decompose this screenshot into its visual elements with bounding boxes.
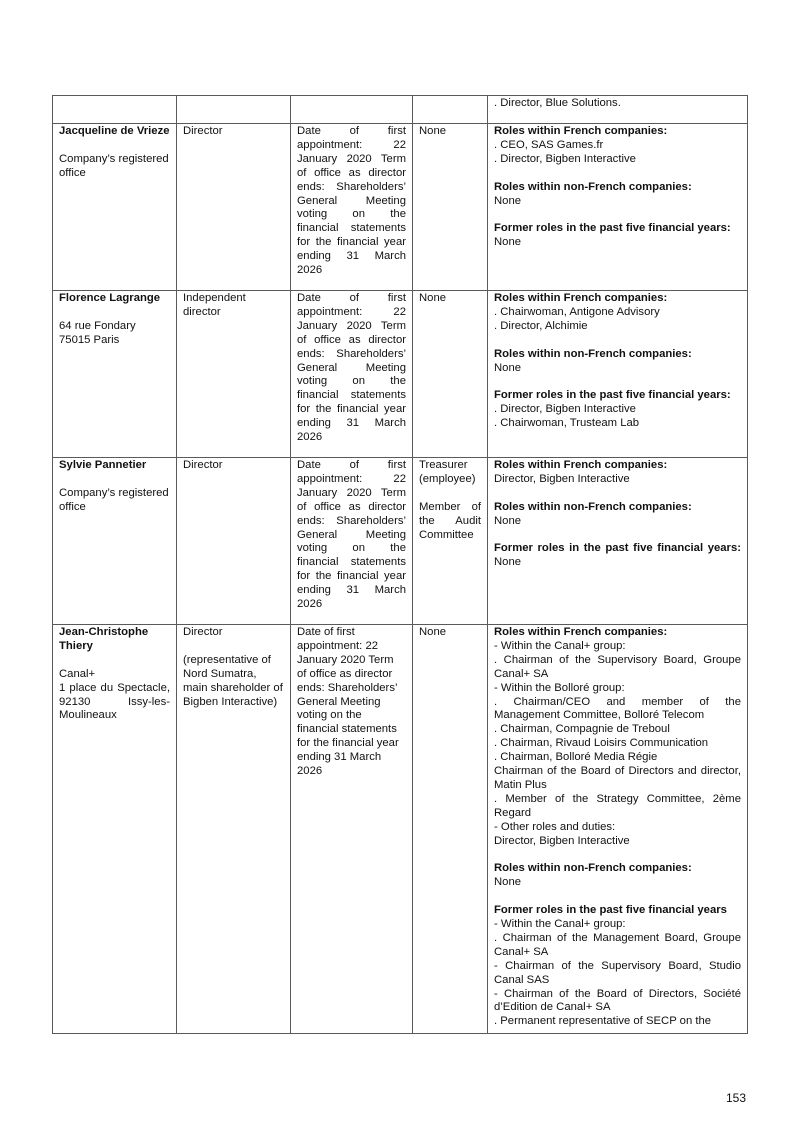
- role-item: Chairman of the Board of Directors and director, Matin Plus: [494, 765, 741, 791]
- table-row: [53, 625, 748, 1034]
- french-roles-heading: Roles within French companies:: [494, 292, 668, 304]
- director-address: 75015 Paris: [59, 333, 120, 346]
- other-roles-cell: [413, 291, 488, 458]
- role-item: . CEO, SAS Games.fr: [494, 138, 604, 151]
- roles-cell: [488, 458, 748, 625]
- other-roles-cell: [413, 458, 488, 625]
- other-roles-text: None: [419, 125, 447, 137]
- director-name: Jean-Christophe Thiery: [59, 626, 149, 652]
- role-item: . Chairman, Rivaud Loisirs Communication: [494, 737, 709, 750]
- name-cell: [53, 124, 177, 291]
- role-item: None: [494, 194, 522, 207]
- former-roles-heading: Former roles in the past five financial years: [494, 904, 727, 917]
- table-row: [53, 96, 748, 124]
- role-item: None: [494, 514, 522, 527]
- other-roles-text: Treasurer (employee): [419, 459, 476, 485]
- director-address: Company’s registered office: [59, 152, 169, 179]
- role-item: - Other roles and duties:: [494, 820, 616, 833]
- role-item: . Chairman/CEO and member of the Management Committee, Bolloré Telecom: [494, 695, 741, 722]
- other-roles-text: None: [419, 292, 447, 304]
- role-item: . Chairman of the Management Board, Groupe Canal+ SA: [494, 931, 741, 958]
- director-name: Sylvie Pannetier: [59, 459, 147, 471]
- role-item: Director, Bigben Interactive: [494, 834, 630, 847]
- appointment-text: Date of first appointment: 22 January 2020 Term of office as director ends: Shareholders’ General Meeting voting on the financial statements for the financial year ending 31 March 2026: [297, 292, 406, 444]
- director-address: Company’s registered office: [59, 486, 169, 513]
- role-item: . Permanent representative of SECP on the: [494, 1015, 712, 1028]
- appointment-cell: [291, 458, 413, 625]
- role-item: . Director, Blue Solutions.: [494, 97, 621, 109]
- role-item: - Chairman of the Supervisory Board, Studio Canal SAS: [494, 959, 741, 986]
- role-item: None: [494, 361, 522, 374]
- other-roles-cell: [413, 124, 488, 291]
- appointment-cell: [291, 625, 413, 1034]
- former-roles-heading: Former roles in the past five financial years:: [494, 542, 741, 555]
- director-position: Independent director: [183, 292, 246, 318]
- director-address: 64 rue Fondary: [59, 319, 136, 332]
- table-row: [53, 291, 748, 458]
- name-cell: [53, 625, 177, 1034]
- role-item: . Chairwoman, Trusteam Lab: [494, 417, 640, 430]
- role-item: None: [494, 876, 522, 889]
- position-cell: [177, 625, 291, 1034]
- appointment-text: Date of first appointment: 22 January 2020 Term of office as director ends: Shareholders’ General Meeting voting on the financial statements for the financial year ending 31 March 2026: [297, 626, 399, 778]
- position-cell: [177, 458, 291, 625]
- role-item: - Chairman of the Board of Directors, Société d’Edition de Canal+ SA: [494, 987, 741, 1014]
- appointment-cell: [291, 124, 413, 291]
- role-item: . Chairwoman, Antigone Advisory: [494, 305, 660, 318]
- nonfrench-roles-heading: Roles within non-French companies:: [494, 180, 692, 193]
- director-address: 1 place du Spectacle, 92130 Issy-les-Moulineaux: [59, 681, 170, 722]
- role-item: . Chairman of the Supervisory Board, Groupe Canal+ SA: [494, 653, 741, 680]
- role-item: . Member of the Strategy Committee, 2ème Regard: [494, 792, 741, 819]
- role-item: - Within the Canal+ group:: [494, 918, 626, 930]
- table-row: [53, 124, 748, 291]
- name-cell: [53, 291, 177, 458]
- director-position-note: (representative of Nord Sumatra, main shareholder of Bigben Interactive): [183, 653, 283, 708]
- position-cell: [177, 124, 291, 291]
- nonfrench-roles-heading: Roles within non-French companies:: [494, 862, 692, 875]
- appointment-text: Date of first appointment: 22 January 2020 Term of office as director ends: Shareholders’ General Meeting voting on the financial statements for the financial year ending 31 March 2026: [297, 459, 406, 611]
- director-name: Jacqueline de Vrieze: [59, 125, 170, 137]
- director-position: Director: [183, 626, 223, 638]
- role-item: . Director, Bigben Interactive: [494, 403, 636, 416]
- other-roles-text: Member of the Audit Committee: [419, 500, 481, 541]
- role-item: . Director, Alchimie: [494, 319, 588, 332]
- appointment-text: Date of first appointment: 22 January 2020 Term of office as director ends: Shareholders’ General Meeting voting on the financial statements for the financial year ending 31 March 2026: [297, 125, 406, 277]
- roles-cell: [488, 291, 748, 458]
- role-item: - Within the Bolloré group:: [494, 681, 625, 694]
- french-roles-heading: Roles within French companies:: [494, 626, 668, 638]
- role-item: - Within the Canal+ group:: [494, 639, 626, 652]
- nonfrench-roles-heading: Roles within non-French companies:: [494, 500, 692, 513]
- directors-table: [52, 95, 748, 1034]
- name-cell: [53, 458, 177, 625]
- role-item: Director, Bigben Interactive: [494, 472, 630, 485]
- role-item: . Chairman, Compagnie de Treboul: [494, 723, 670, 736]
- appointment-cell: [291, 291, 413, 458]
- french-roles-heading: Roles within French companies:: [494, 459, 668, 471]
- roles-cell: [488, 625, 748, 1034]
- roles-cell: [488, 124, 748, 291]
- position-cell: [177, 291, 291, 458]
- director-name: Florence Lagrange: [59, 292, 161, 304]
- french-roles-heading: Roles within French companies:: [494, 125, 668, 137]
- role-item: . Chairman, Bolloré Media Régie: [494, 751, 658, 764]
- roles-cell: [488, 96, 748, 124]
- role-item: None: [494, 556, 522, 569]
- other-roles-cell: [413, 625, 488, 1034]
- director-position: Director: [183, 125, 223, 137]
- former-roles-heading: Former roles in the past five financial years:: [494, 222, 731, 235]
- director-address: Canal+: [59, 667, 96, 680]
- other-roles-text: None: [419, 626, 447, 638]
- page-number: 153: [726, 1091, 747, 1105]
- nonfrench-roles-heading: Roles within non-French companies:: [494, 347, 692, 360]
- former-roles-heading: Former roles in the past five financial years:: [494, 389, 731, 402]
- role-item: . Director, Bigben Interactive: [494, 152, 636, 165]
- director-position: Director: [183, 459, 223, 471]
- role-item: None: [494, 236, 522, 249]
- table-row: [53, 458, 748, 625]
